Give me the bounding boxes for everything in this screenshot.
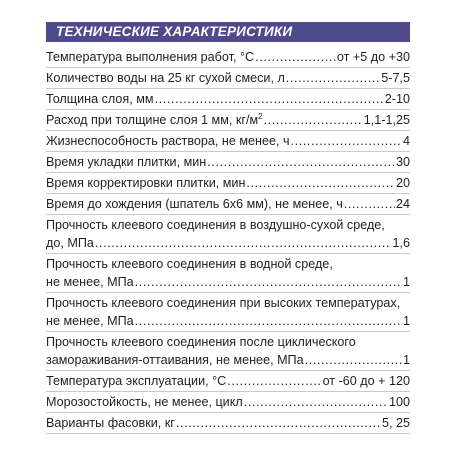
spec-value: 4 bbox=[402, 134, 410, 148]
spec-value: 1 bbox=[402, 353, 410, 367]
spec-list bbox=[46, 47, 410, 434]
spec-label: Время до хождения (шпатель 6х6 мм), не менее, ч bbox=[46, 197, 343, 211]
spec-label-line1: Прочность клеевого соединения в водной среде, bbox=[46, 257, 333, 271]
spec-value: 20 bbox=[395, 176, 410, 190]
dot-leader bbox=[244, 393, 388, 411]
spec-row-work-temperature bbox=[46, 47, 410, 68]
spec-label: Температура эксплуатации, °С bbox=[46, 374, 227, 388]
dot-leader bbox=[176, 414, 381, 432]
spec-label: до, МПа bbox=[46, 236, 94, 250]
spec-label: замораживания-оттаивания, не менее, МПа bbox=[46, 353, 304, 367]
dot-leader bbox=[95, 234, 392, 252]
spec-row-correction-time bbox=[46, 173, 410, 194]
spec-value: 5, 25 bbox=[381, 416, 410, 430]
spec-row-packaging bbox=[46, 413, 410, 434]
dot-leader bbox=[246, 174, 395, 192]
spec-label-line1: Прочность клеевого соединения в воздушно-сухой среде, bbox=[46, 218, 385, 232]
spec-row-operating-temperature bbox=[46, 371, 410, 392]
spec-value: 2-10 bbox=[384, 92, 410, 106]
spec-row-layer-thickness bbox=[46, 89, 410, 110]
dot-leader bbox=[155, 90, 384, 108]
spec-value: 1,6 bbox=[392, 236, 410, 250]
dot-leader bbox=[135, 273, 402, 291]
dot-leader bbox=[207, 153, 395, 171]
spec-value: 5-7,5 bbox=[381, 71, 410, 85]
spec-row-laying-time bbox=[46, 152, 410, 173]
spec-label-line1: Прочность клеевого соединения при высоких температурах, bbox=[46, 296, 401, 310]
spec-label: Жизнеспособность раствора, не менее, ч bbox=[46, 134, 290, 148]
spec-label: Толщина слоя, мм bbox=[46, 92, 154, 106]
dot-leader bbox=[255, 48, 336, 66]
spec-label: Время укладки плитки, мин bbox=[46, 155, 207, 169]
spec-label: Температура выполнения работ, °С bbox=[46, 50, 255, 64]
spec-label-line1: Прочность клеевого соединения после циклического bbox=[46, 335, 356, 349]
spec-row-frost-resistance bbox=[46, 392, 410, 413]
spec-label bbox=[46, 111, 263, 129]
spec-row-consumption bbox=[46, 110, 410, 131]
spec-row-water-amount bbox=[46, 68, 410, 89]
spec-label-text: Расход при толщине слоя 1 мм, кг/м bbox=[46, 113, 259, 127]
dot-leader bbox=[305, 351, 402, 369]
spec-value: 1 bbox=[402, 314, 410, 328]
spec-value: от -60 до + 120 bbox=[322, 374, 410, 388]
spec-value: 24 bbox=[395, 197, 410, 211]
spec-value: от +5 до +30 bbox=[336, 50, 410, 64]
spec-value: 1 bbox=[402, 275, 410, 289]
spec-label: Морозостойкость, не менее, цикл bbox=[46, 395, 243, 409]
spec-value: 30 bbox=[395, 155, 410, 169]
spec-row-strength-water bbox=[46, 254, 410, 293]
spec-row-strength-high-temp bbox=[46, 293, 410, 332]
spec-label: Количество воды на 25 кг сухой смеси, л bbox=[46, 71, 285, 85]
spec-label: Время корректировки плитки, мин bbox=[46, 176, 246, 190]
spec-label: Варианты фасовки, кг bbox=[46, 416, 175, 430]
dot-leader bbox=[344, 195, 395, 213]
dot-leader bbox=[291, 132, 402, 150]
dot-leader bbox=[135, 312, 402, 330]
spec-label-superscript: 2 bbox=[258, 111, 263, 121]
dot-leader bbox=[227, 372, 321, 390]
spec-label: не менее, МПа bbox=[46, 275, 134, 289]
spec-row-strength-dry bbox=[46, 215, 410, 254]
spec-row-pot-life bbox=[46, 131, 410, 152]
spec-label: не менее, МПа bbox=[46, 314, 134, 328]
dot-leader bbox=[286, 69, 380, 87]
spec-row-strength-freeze-thaw bbox=[46, 332, 410, 371]
section-header bbox=[46, 22, 410, 42]
spec-value: 1,1-1,25 bbox=[363, 113, 410, 127]
spec-value: 100 bbox=[388, 395, 410, 409]
dot-leader bbox=[264, 111, 363, 129]
spec-row-walk-time bbox=[46, 194, 410, 215]
section-title: ТЕХНИЧЕСКИЕ ХАРАКТЕРИСТИКИ bbox=[56, 24, 293, 39]
